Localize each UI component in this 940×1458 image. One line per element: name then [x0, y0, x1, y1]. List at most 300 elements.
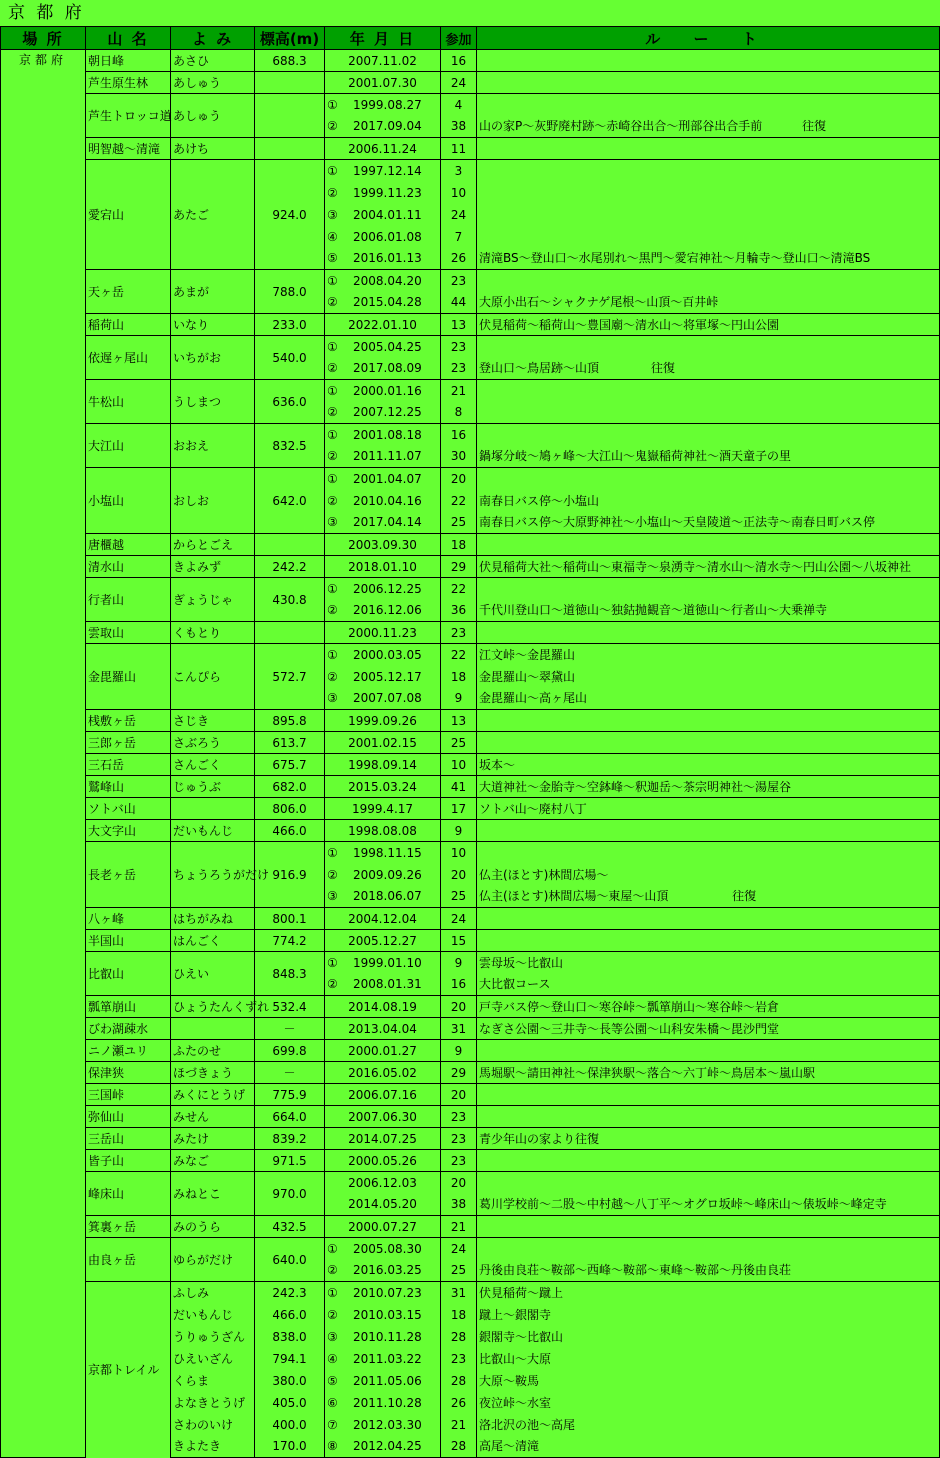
mountain-elevation: 233.0	[255, 314, 325, 336]
visit-number: ①	[327, 427, 338, 442]
mountain-name: 依遅ヶ尾山	[86, 336, 171, 380]
table-row	[1, 424, 940, 446]
visit-route: 千代川登山口～道徳山～独鈷抛観音～道徳山～行者山～大乗禅寺	[477, 600, 940, 622]
visit-date: 2000.01.27	[348, 1043, 417, 1058]
visit-participants: 16	[441, 424, 477, 446]
visit-date: 2005.12.17	[353, 669, 422, 684]
visit-date: 2007.07.08	[353, 691, 422, 706]
mountain-reading: はちがみね	[171, 908, 255, 930]
segment-reading: よなきとうげ	[171, 1392, 255, 1414]
visit-participants: 13	[441, 710, 477, 732]
mountain-elevation: 839.2	[255, 1128, 325, 1150]
visit-date: 1998.08.08	[348, 823, 417, 838]
visit-route: 大原～鞍馬	[477, 1370, 940, 1392]
mountain-reading: あたご	[171, 160, 255, 270]
page-title: 京 都 府	[8, 3, 85, 23]
mountain-name: 芦生原生林	[86, 72, 171, 94]
mountain-reading: こんぴら	[171, 644, 255, 710]
visit-date: 2014.07.25	[348, 1131, 417, 1146]
visit-participants: 41	[441, 776, 477, 798]
visit-date-cell	[325, 512, 441, 534]
visit-route	[477, 138, 940, 160]
visit-route	[477, 578, 940, 600]
table-row	[1, 94, 940, 116]
visit-participants: 22	[441, 644, 477, 666]
visit-participants: 23	[441, 622, 477, 644]
mountain-name: 行者山	[86, 578, 171, 622]
table-row	[1, 776, 940, 798]
visit-date: 1999.01.10	[353, 955, 422, 970]
visit-date-cell	[325, 776, 441, 798]
segment-reading: ひえいざん	[171, 1348, 255, 1370]
mountain-reading: うしまつ	[171, 380, 255, 424]
table-row	[1, 1282, 940, 1304]
visit-participants: 9	[441, 952, 477, 974]
mountain-reading: じゅうぶ	[171, 776, 255, 798]
segment-reading: きよたき	[171, 1436, 255, 1458]
table-row	[1, 1018, 940, 1040]
table-row	[1, 138, 940, 160]
visit-number: ⑧	[327, 1439, 338, 1454]
mountain-elevation: 642.0	[255, 468, 325, 534]
visit-number: ④	[327, 1351, 338, 1366]
visit-route	[477, 1106, 940, 1128]
table-row	[1, 1216, 940, 1238]
visit-participants: 13	[441, 314, 477, 336]
mountain-reading: みくにとうげ	[171, 1084, 255, 1106]
mountain-name: 芦生トロッコ道	[86, 94, 171, 138]
visit-route	[477, 622, 940, 644]
visit-route: 青少年山の家より往復	[477, 1128, 940, 1150]
visit-date: 2006.01.08	[353, 229, 422, 244]
visit-date-cell	[325, 1194, 441, 1216]
mountain-reading: あけち	[171, 138, 255, 160]
visit-date: 2000.07.27	[348, 1219, 417, 1234]
visit-date-cell	[325, 842, 441, 864]
visit-participants: 17	[441, 798, 477, 820]
visit-route: 伏見稲荷大社～稲荷山～東福寺～泉湧寺～清水山～清水寺～円山公園～八坂神社	[477, 556, 940, 578]
visit-number: ②	[327, 119, 338, 134]
visit-route: 坂本～	[477, 754, 940, 776]
visit-number: ②	[327, 361, 338, 376]
visit-number: ③	[327, 515, 338, 530]
visit-date: 1999.11.23	[353, 185, 422, 200]
visit-participants: 21	[441, 380, 477, 402]
visit-route: 伏見稲荷～稲荷山～豊国廟～清水山～将軍塚～円山公園	[477, 314, 940, 336]
visit-date: 2001.08.18	[353, 427, 422, 442]
visit-date: 2008.01.31	[353, 977, 422, 992]
mountain-reading: だいもんじ	[171, 820, 255, 842]
table-row	[1, 754, 940, 776]
visit-date: 2003.09.30	[348, 537, 417, 552]
mountain-name: 愛宕山	[86, 160, 171, 270]
visit-route	[477, 1040, 940, 1062]
visit-date-cell	[325, 248, 441, 270]
mountain-reading: あさひ	[171, 50, 255, 72]
table-row	[1, 72, 940, 94]
visit-date-cell	[325, 182, 441, 204]
visit-number: ②	[327, 669, 338, 684]
visit-participants: 10	[441, 754, 477, 776]
visit-participants: 36	[441, 600, 477, 622]
visit-date-cell	[325, 1282, 441, 1304]
mountain-name: 鷲峰山	[86, 776, 171, 798]
visit-participants: 16	[441, 50, 477, 72]
visit-date: 2016.01.13	[353, 251, 422, 266]
mountain-elevation: 675.7	[255, 754, 325, 776]
visit-route	[477, 226, 940, 248]
visit-date-cell	[325, 336, 441, 358]
mountain-name: 比叡山	[86, 952, 171, 996]
visit-date: 2005.04.25	[353, 339, 422, 354]
visit-route: 丹後由良荘～鞍部～西峰～鞍部～東峰～鞍部～丹後由良荘	[477, 1260, 940, 1282]
visit-date: 2014.08.19	[348, 999, 417, 1014]
mountain-elevation: －	[255, 1018, 325, 1040]
visit-route: 江文峠～金毘羅山	[477, 644, 940, 666]
visit-date-cell	[325, 72, 441, 94]
mountain-elevation	[255, 94, 325, 138]
mountain-elevation: 242.2	[255, 556, 325, 578]
visit-date-cell	[325, 798, 441, 820]
visit-participants: 29	[441, 556, 477, 578]
visit-route: 比叡山～大原	[477, 1348, 940, 1370]
visit-route	[477, 336, 940, 358]
visit-participants: 16	[441, 974, 477, 996]
mountain-elevation: 699.8	[255, 1040, 325, 1062]
visit-date: 2011.05.06	[353, 1373, 422, 1388]
visit-route	[477, 94, 940, 116]
table-row	[1, 160, 940, 182]
visit-date-cell	[325, 1414, 441, 1436]
mountain-reading: ゆらがだけ	[171, 1238, 255, 1282]
mountain-name: ニノ瀬ユリ	[86, 1040, 171, 1062]
mountain-name: 由良ヶ岳	[86, 1238, 171, 1282]
segment-reading: うりゅうざん	[171, 1326, 255, 1348]
visit-date: 2010.03.15	[353, 1307, 422, 1322]
visit-date: 2018.06.07	[353, 889, 422, 904]
visit-date: 2008.04.20	[353, 273, 422, 288]
visit-participants: 20	[441, 1172, 477, 1194]
visit-route	[477, 732, 940, 754]
visit-date-cell	[325, 688, 441, 710]
mountain-elevation: 832.5	[255, 424, 325, 468]
visit-route: なぎさ公園～三井寺～長等公園～山科安朱橋～毘沙門堂	[477, 1018, 940, 1040]
visit-participants: 18	[441, 666, 477, 688]
table-row	[1, 622, 940, 644]
visit-route: 清滝BS～登山口～水尾別れ～黒門～愛宕神社～月輪寺～登山口～清滝BS	[477, 248, 940, 270]
mountain-elevation: 532.4	[255, 996, 325, 1018]
header-row	[1, 27, 940, 50]
visit-participants: 18	[441, 1304, 477, 1326]
visit-route	[477, 908, 940, 930]
visit-participants: 28	[441, 1326, 477, 1348]
visit-participants: 20	[441, 864, 477, 886]
visit-date: 2016.03.25	[353, 1263, 422, 1278]
visit-route: 伏見稲荷～蹴上	[477, 1282, 940, 1304]
visit-date-cell	[325, 1150, 441, 1172]
visit-participants: 22	[441, 578, 477, 600]
segment-reading: ふしみ	[171, 1282, 255, 1304]
visit-date: 2010.11.28	[353, 1329, 422, 1344]
table-row	[1, 1238, 940, 1260]
mountain-name: 金毘羅山	[86, 644, 171, 710]
visit-number: ⑦	[327, 1417, 338, 1432]
visit-participants: 25	[441, 512, 477, 534]
visit-number: ①	[327, 97, 338, 112]
header-participants: 参加	[441, 27, 477, 50]
visit-number: ③	[327, 1329, 338, 1344]
mountain-reading: あしゅう	[171, 72, 255, 94]
mountain-reading: みのうら	[171, 1216, 255, 1238]
visit-date-cell	[325, 732, 441, 754]
visit-number: ②	[327, 603, 338, 618]
visit-date-cell	[325, 556, 441, 578]
header-date: 年 月 日	[325, 27, 441, 50]
visit-date-cell	[325, 534, 441, 556]
visit-date: 2013.04.04	[348, 1021, 417, 1036]
visit-participants: 38	[441, 116, 477, 138]
mountain-reading: あまが	[171, 270, 255, 314]
visit-date-cell	[325, 754, 441, 776]
visit-participants: 31	[441, 1282, 477, 1304]
visit-route	[477, 842, 940, 864]
visit-date-cell	[325, 138, 441, 160]
visit-date-cell	[325, 424, 441, 446]
visit-date-cell	[325, 50, 441, 72]
visit-number: ⑤	[327, 251, 338, 266]
mountain-elevation: 636.0	[255, 380, 325, 424]
table-row	[1, 644, 940, 666]
mountain-reading: いちがお	[171, 336, 255, 380]
visit-participants: 23	[441, 336, 477, 358]
table-row	[1, 1106, 940, 1128]
visit-date: 2001.07.30	[348, 75, 417, 90]
mountain-elevation: 895.8	[255, 710, 325, 732]
table-row	[1, 952, 940, 974]
visit-date: 2016.05.02	[348, 1065, 417, 1080]
visit-date: 2000.03.05	[353, 647, 422, 662]
table-row	[1, 578, 940, 600]
visit-number: ④	[327, 229, 338, 244]
visit-number: ①	[327, 383, 338, 398]
visit-date-cell	[325, 600, 441, 622]
visit-route	[477, 1150, 940, 1172]
visit-date-cell	[325, 1304, 441, 1326]
visit-participants: 24	[441, 908, 477, 930]
visit-participants: 24	[441, 204, 477, 226]
mountain-elevation: 682.0	[255, 776, 325, 798]
visit-participants: 23	[441, 1128, 477, 1150]
visit-participants: 23	[441, 1150, 477, 1172]
visit-route	[477, 930, 940, 952]
mountain-reading: くもとり	[171, 622, 255, 644]
visit-date: 2007.12.25	[353, 405, 422, 420]
visit-participants: 25	[441, 1260, 477, 1282]
visit-date: 1999.08.27	[353, 97, 422, 112]
visit-number: ③	[327, 889, 338, 904]
mountain-name: 三岳山	[86, 1128, 171, 1150]
mountain-reading: あしゅう	[171, 94, 255, 138]
table-row	[1, 996, 940, 1018]
mountain-name: 雲取山	[86, 622, 171, 644]
mountain-elevation: 572.7	[255, 644, 325, 710]
visit-route: ソトバ山～廃村八丁	[477, 798, 940, 820]
visit-number: ⑤	[327, 1373, 338, 1388]
visit-number: ②	[327, 185, 338, 200]
mountain-log-table	[0, 26, 940, 1458]
visit-date: 1998.09.14	[348, 757, 417, 772]
visit-participants: 4	[441, 94, 477, 116]
mountain-name: 朝日峰	[86, 50, 171, 72]
mountain-name: 稲荷山	[86, 314, 171, 336]
visit-date: 2000.11.23	[348, 625, 417, 640]
table-row	[1, 314, 940, 336]
visit-route	[477, 424, 940, 446]
visit-date: 1998.11.15	[353, 845, 422, 860]
mountain-reading: みねとこ	[171, 1172, 255, 1216]
visit-number: ③	[327, 691, 338, 706]
mountain-name: 三国峠	[86, 1084, 171, 1106]
visit-date-cell	[325, 402, 441, 424]
mountain-name: ソトバ山	[86, 798, 171, 820]
visit-date: 2001.02.15	[348, 735, 417, 750]
mountain-reading: ちょうろうがだけ	[171, 842, 255, 908]
visit-date-cell	[325, 952, 441, 974]
mountain-reading: さんごく	[171, 754, 255, 776]
visit-participants: 30	[441, 446, 477, 468]
visit-date-cell	[325, 1326, 441, 1348]
visit-number: ③	[327, 207, 338, 222]
visit-date: 2005.12.27	[348, 933, 417, 948]
mountain-reading: からとごえ	[171, 534, 255, 556]
table-row	[1, 1040, 940, 1062]
header-reading: よ み	[171, 27, 255, 50]
visit-date: 2011.11.07	[353, 449, 422, 464]
visit-date-cell	[325, 1040, 441, 1062]
visit-participants: 7	[441, 226, 477, 248]
visit-participants: 9	[441, 1040, 477, 1062]
visit-date-cell	[325, 468, 441, 490]
visit-participants: 15	[441, 930, 477, 952]
visit-number: ①	[327, 1241, 338, 1256]
visit-date: 1999.4.17	[351, 801, 414, 816]
location-cell: 京都府	[1, 50, 86, 1458]
visit-number: ①	[327, 1285, 338, 1300]
visit-route: 金毘羅山～高ヶ尾山	[477, 688, 940, 710]
visit-route	[477, 402, 940, 424]
mountain-reading: ひょうたんくずれ	[171, 996, 255, 1018]
visit-route: 大道神社～金胎寺～空鉢峰～釈迦岳～茶宗明神社～湯屋谷	[477, 776, 940, 798]
visit-date-cell	[325, 1106, 441, 1128]
table-row	[1, 336, 940, 358]
table-row	[1, 380, 940, 402]
visit-date-cell	[325, 1436, 441, 1458]
mountain-name: 三郎ヶ岳	[86, 732, 171, 754]
mountain-reading: おおえ	[171, 424, 255, 468]
visit-date-cell	[325, 1216, 441, 1238]
visit-route	[477, 270, 940, 292]
table-row	[1, 732, 940, 754]
table-row	[1, 798, 940, 820]
visit-date: 2022.01.10	[348, 317, 417, 332]
visit-route: 雲母坂～比叡山	[477, 952, 940, 974]
visit-date-cell	[325, 358, 441, 380]
visit-route: 戸寺バス停～登山口～寒谷峠～瓢箪崩山～寒谷峠～岩倉	[477, 996, 940, 1018]
mountain-reading: きよみず	[171, 556, 255, 578]
visit-route	[477, 160, 940, 182]
visit-participants: 26	[441, 248, 477, 270]
mountain-elevation: －	[255, 1062, 325, 1084]
visit-date-cell	[325, 622, 441, 644]
mountain-name: 保津狭	[86, 1062, 171, 1084]
segment-elevation: 400.0	[255, 1414, 325, 1436]
mountain-elevation: 430.8	[255, 578, 325, 622]
mountain-elevation	[255, 534, 325, 556]
mountain-reading: ふたのせ	[171, 1040, 255, 1062]
mountain-reading: ぎょうじゃ	[171, 578, 255, 622]
mountain-elevation: 640.0	[255, 1238, 325, 1282]
segment-reading: くらま	[171, 1370, 255, 1392]
visit-date-cell	[325, 94, 441, 116]
visit-number: ①	[327, 845, 338, 860]
visit-date: 2018.01.10	[348, 559, 417, 574]
visit-route: 鍋塚分岐～鳩ヶ峰～大江山～鬼嶽稲荷神社～酒天童子の里	[477, 446, 940, 468]
mountain-name: 八ヶ峰	[86, 908, 171, 930]
table-row	[1, 842, 940, 864]
visit-participants: 25	[441, 886, 477, 908]
mountain-elevation: 432.5	[255, 1216, 325, 1238]
visit-date-cell	[325, 270, 441, 292]
mountain-name: 大江山	[86, 424, 171, 468]
visit-date-cell	[325, 666, 441, 688]
visit-participants: 8	[441, 402, 477, 424]
visit-participants: 31	[441, 1018, 477, 1040]
mountain-name: 京都トレイル	[86, 1282, 171, 1458]
visit-participants: 24	[441, 72, 477, 94]
mountain-reading: ひえい	[171, 952, 255, 996]
visit-route: 南春日バス停～小塩山	[477, 490, 940, 512]
mountain-reading: さじき	[171, 710, 255, 732]
mountain-name: 明智越～清滝	[86, 138, 171, 160]
visit-date-cell	[325, 446, 441, 468]
visit-route	[477, 72, 940, 94]
visit-date-cell	[325, 1172, 441, 1194]
table-row	[1, 556, 940, 578]
visit-date: 2012.03.30	[353, 1417, 422, 1432]
header-elevation: 標高(m)	[255, 27, 325, 50]
table-row	[1, 710, 940, 732]
table-row	[1, 1128, 940, 1150]
segment-elevation: 170.0	[255, 1436, 325, 1458]
visit-route: 葛川学校前～二股～中村越～八丁平～オグロ坂峠～峰床山～俵坂峠～峰定寺	[477, 1194, 940, 1216]
segment-elevation: 405.0	[255, 1392, 325, 1414]
mountain-name: 皆子山	[86, 1150, 171, 1172]
visit-date-cell	[325, 1348, 441, 1370]
visit-date-cell	[325, 996, 441, 1018]
visit-participants: 18	[441, 534, 477, 556]
visit-date-cell	[325, 314, 441, 336]
mountain-elevation: 970.0	[255, 1172, 325, 1216]
table-row	[1, 1150, 940, 1172]
visit-route: 仏主(ほとす)林間広場～	[477, 864, 940, 886]
mountain-elevation: 775.9	[255, 1084, 325, 1106]
visit-number: ①	[327, 163, 338, 178]
mountain-reading: いなり	[171, 314, 255, 336]
visit-date: 2011.03.22	[353, 1351, 422, 1366]
visit-date-cell	[325, 490, 441, 512]
visit-participants: 20	[441, 996, 477, 1018]
visit-date: 2006.11.24	[348, 141, 417, 156]
